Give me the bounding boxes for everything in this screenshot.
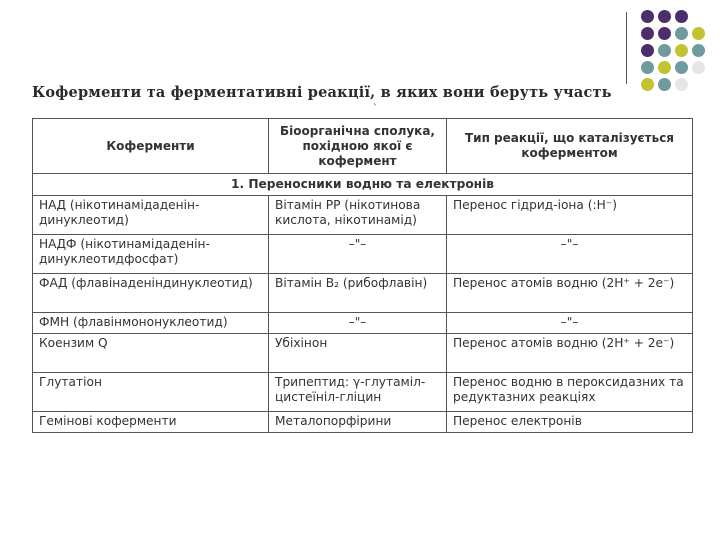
table-row — [33, 196, 693, 235]
dot-decoration — [675, 27, 688, 40]
dot-decoration — [658, 44, 671, 57]
page-title: Коферменти та ферментативні реакції, в яких вони беруть участь — [32, 84, 612, 101]
table-header-row — [33, 119, 693, 174]
table-row — [33, 334, 693, 373]
dot-decoration — [675, 61, 688, 74]
cell-compound: Трипептид: γ-глутаміл-цистеїніл-гліцин — [269, 373, 447, 412]
table-row — [33, 274, 693, 313]
cell-reaction: Перенос гідрид-іона (:Н⁻) — [447, 196, 693, 235]
cell-coenzyme: ФМН (флавінмононуклеотид) — [33, 313, 269, 334]
cell-coenzyme: НАДФ (нікотинамідаденін-динуклеотидфосфат) — [33, 235, 269, 274]
dot-decoration — [641, 10, 654, 23]
header-reaction-type: Тип реакції, що каталізується коферментом — [447, 119, 693, 174]
dot-decoration — [641, 61, 654, 74]
cell-compound: Металопорфірини — [269, 412, 447, 433]
cell-reaction: Перенос електронів — [447, 412, 693, 433]
cell-reaction: Перенос атомів водню (2Н⁺ + 2е⁻) — [447, 334, 693, 373]
dot-decoration — [692, 44, 705, 57]
decorative-divider — [626, 12, 627, 84]
table-row — [33, 235, 693, 274]
dot-decoration — [641, 44, 654, 57]
cell-compound: Вітамін В₂ (рибофлавін) — [269, 274, 447, 313]
table-row — [33, 313, 693, 334]
dot-decoration — [675, 10, 688, 23]
cell-coenzyme: Гемінові коферменти — [33, 412, 269, 433]
cell-coenzyme: НАД (нікотинамідаденін-динуклеотид) — [33, 196, 269, 235]
cell-reaction: Перенос водню в пероксидазних та редуктазних реакціях — [447, 373, 693, 412]
cell-compound: Вітамін РР (нікотинова кислота, нікотинамід) — [269, 196, 447, 235]
cell-compound: Убіхінон — [269, 334, 447, 373]
dot-decoration — [658, 61, 671, 74]
decorative-mark: ` — [373, 104, 378, 115]
section-row — [33, 174, 693, 196]
dot-decoration — [641, 27, 654, 40]
dot-decoration — [692, 61, 705, 74]
table-row — [33, 373, 693, 412]
header-coenzymes: Коферменти — [33, 119, 269, 174]
dot-decoration — [692, 27, 705, 40]
table-row — [33, 412, 693, 433]
section-title: 1. Переносники водню та електронів — [33, 174, 693, 196]
cell-reaction: –"– — [447, 235, 693, 274]
cell-coenzyme: ФАД (флавінаденіндинуклеотид) — [33, 274, 269, 313]
cell-compound: –"– — [269, 313, 447, 334]
cell-coenzyme: Глутатіон — [33, 373, 269, 412]
dot-decoration — [658, 10, 671, 23]
header-compound: Біоорганічна сполука, похідною якої є кофермент — [269, 119, 447, 174]
dot-decoration — [658, 27, 671, 40]
cell-coenzyme: Коензим Q — [33, 334, 269, 373]
cell-reaction: –"– — [447, 313, 693, 334]
cell-reaction: Перенос атомів водню (2Н⁺ + 2е⁻) — [447, 274, 693, 313]
cell-compound: –"– — [269, 235, 447, 274]
coenzymes-table — [32, 118, 693, 433]
dot-decoration — [675, 44, 688, 57]
